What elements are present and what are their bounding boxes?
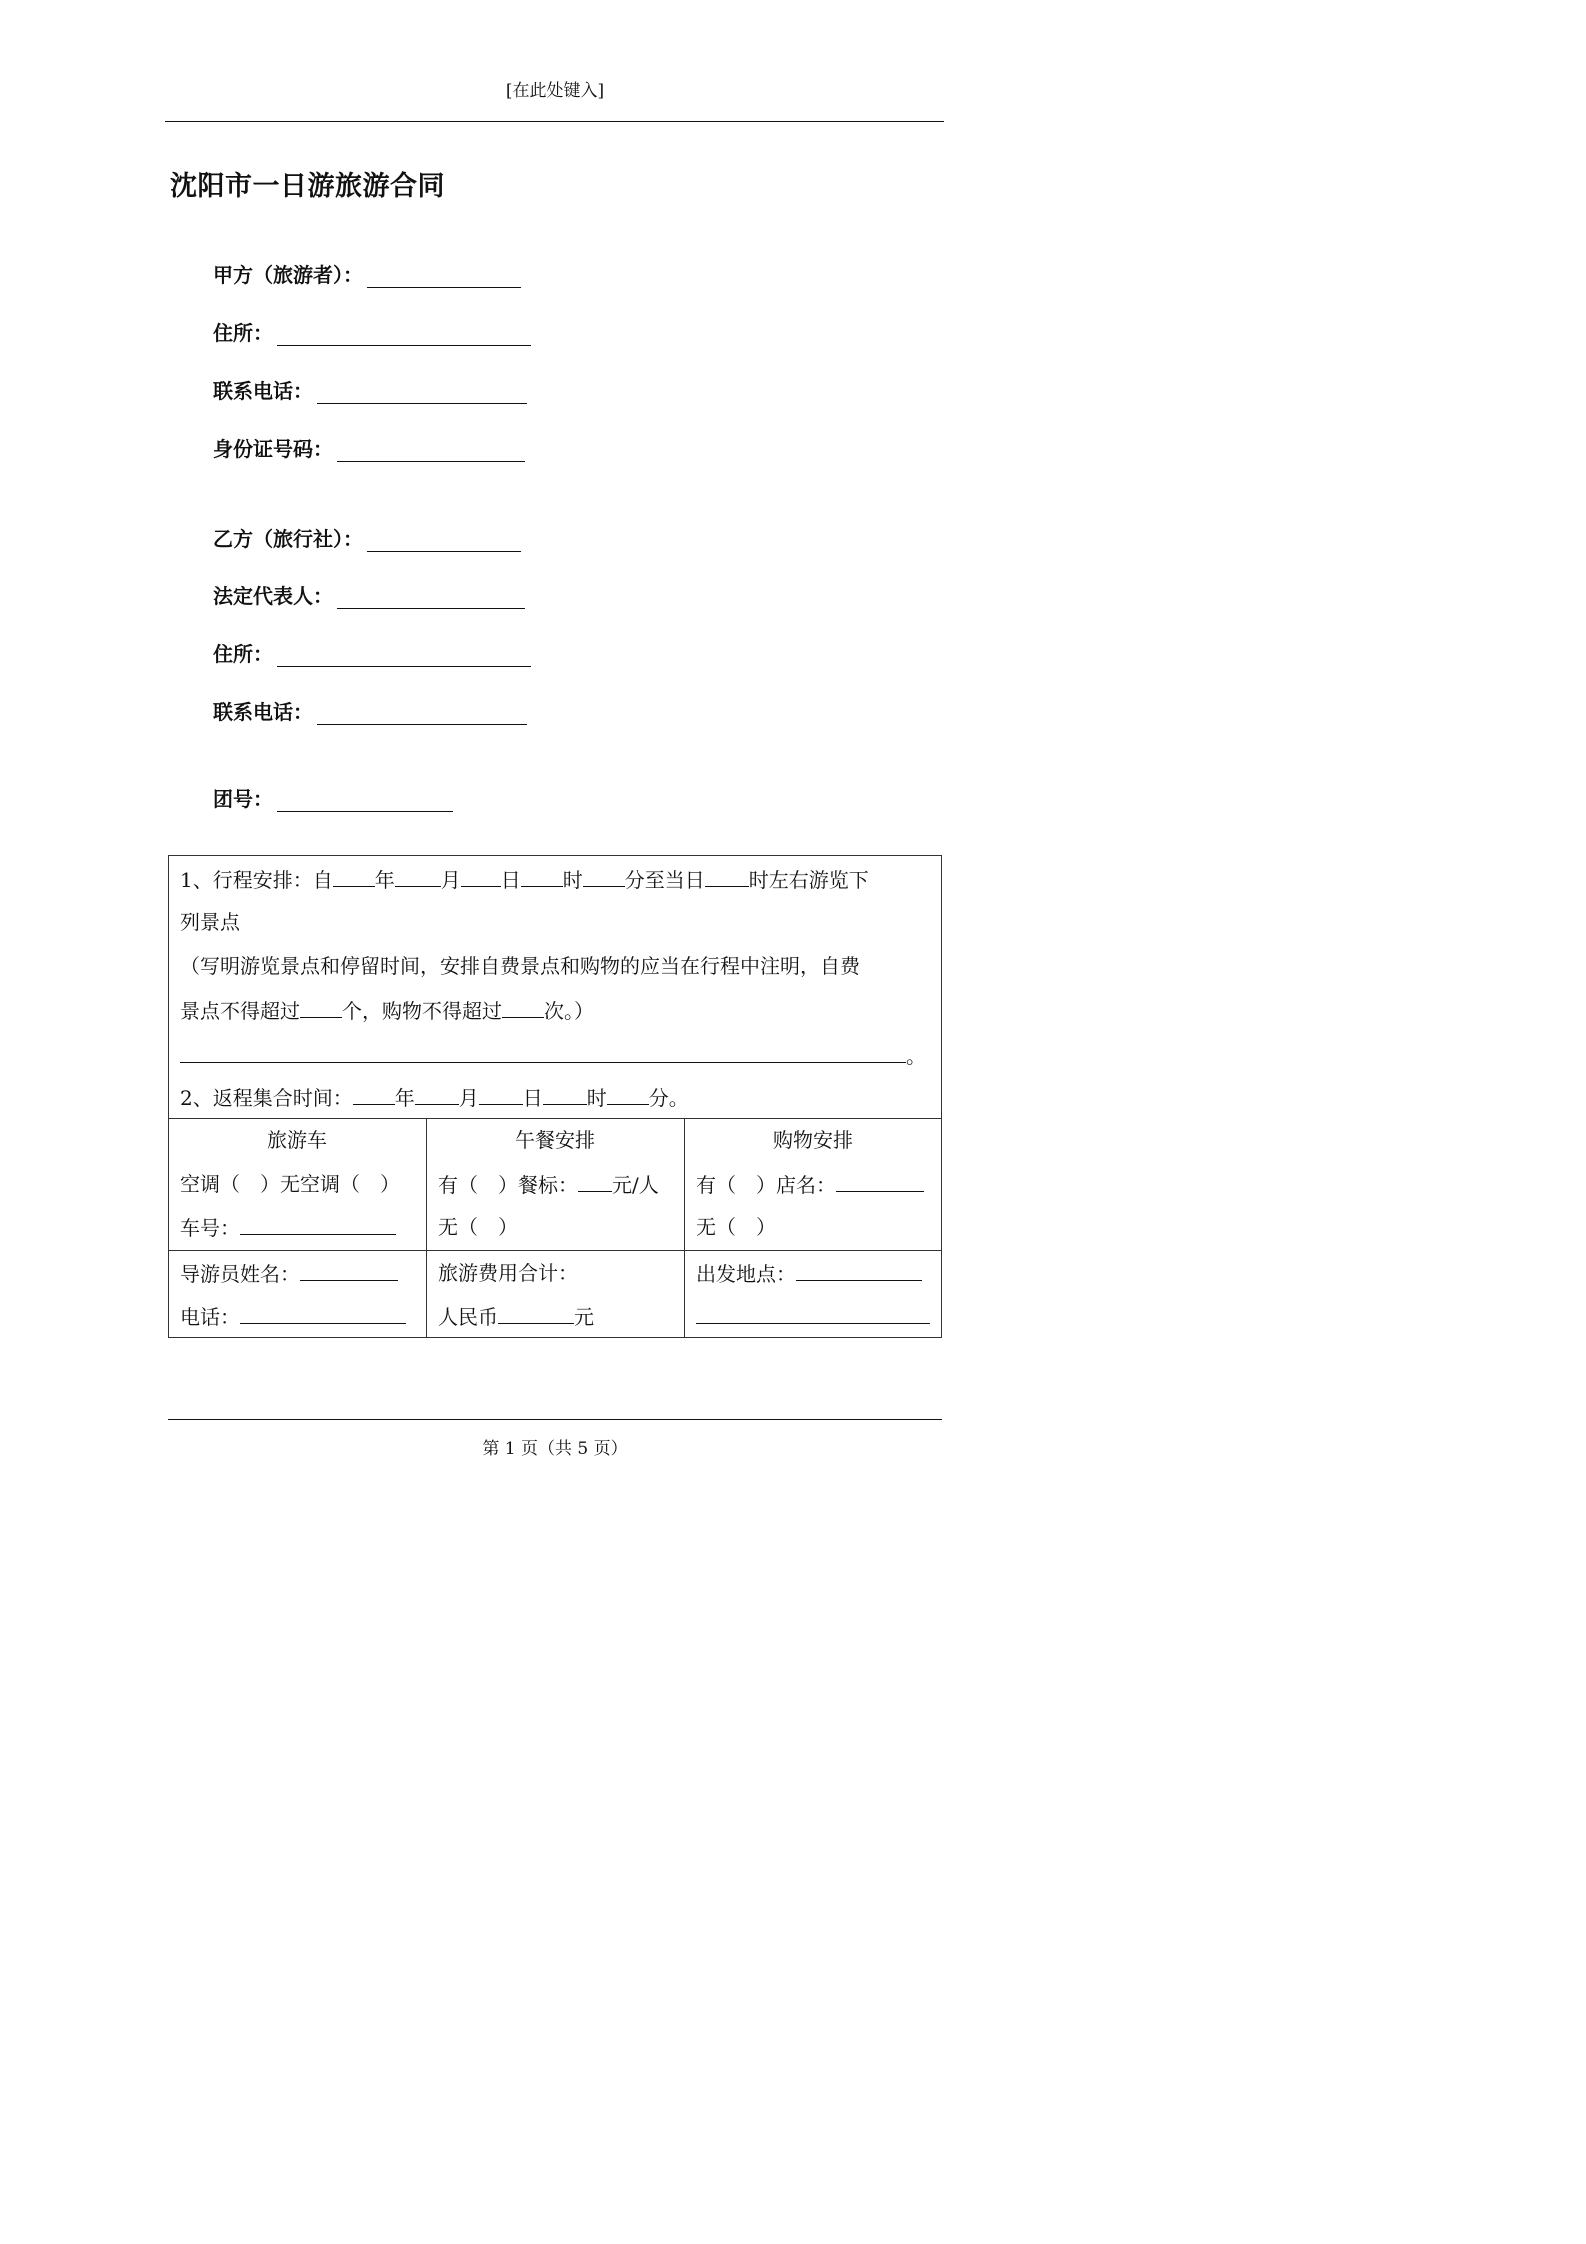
party-b-phone-field <box>213 685 527 725</box>
party-b-address-label: 住所： <box>213 642 273 666</box>
limits-text-a: 景点不得超过 <box>180 999 300 1023</box>
bus-plate-field <box>180 1212 396 1242</box>
month-unit: 月 <box>440 868 461 892</box>
page-header: [在此处键入] <box>505 81 605 101</box>
departure-blank-2[interactable] <box>696 1301 930 1324</box>
itinerary-detail-line <box>180 1040 926 1070</box>
lunch-yes-label[interactable]: 有（ ）餐标： <box>438 1173 578 1197</box>
group-number-label: 团号： <box>213 787 273 811</box>
itinerary-line-2: 列景点 <box>180 910 240 934</box>
itinerary-prefix: 1、行程安排：自 <box>180 868 333 892</box>
departure-blank[interactable] <box>796 1258 922 1281</box>
start-month-blank[interactable] <box>395 864 441 887</box>
lunch-yes-field <box>438 1169 659 1199</box>
shopping-no-option[interactable]: 无（ ） <box>696 1215 776 1239</box>
party-a-id-field <box>213 422 525 462</box>
party-a-id-label: 身份证号码： <box>213 437 333 461</box>
party-a-address-blank[interactable] <box>277 319 531 346</box>
party-a-phone-field <box>213 364 527 404</box>
shopping-count-blank[interactable] <box>502 995 544 1018</box>
return-month-unit: 月 <box>458 1086 479 1110</box>
party-b-name-blank[interactable] <box>367 525 521 552</box>
party-b-name-label: 乙方（旅行社）： <box>213 527 363 551</box>
guide-name-label: 导游员姓名： <box>180 1262 300 1286</box>
party-a-name-field <box>213 248 521 288</box>
shopping-header: 购物安排 <box>773 1128 853 1152</box>
return-day-blank[interactable] <box>479 1082 523 1105</box>
day-unit: 日 <box>500 868 521 892</box>
guide-phone-blank[interactable] <box>240 1301 406 1324</box>
lunch-header: 午餐安排 <box>515 1128 595 1152</box>
document-title: 沈阳市一日游旅游合同 <box>170 171 445 202</box>
guide-name-blank[interactable] <box>300 1258 398 1281</box>
meal-standard-unit: 元/人 <box>612 1173 659 1197</box>
start-day-blank[interactable] <box>461 864 501 887</box>
return-time-label: 2、返程集合时间： <box>180 1086 353 1110</box>
return-time-line <box>180 1082 689 1112</box>
footer-divider <box>168 1419 942 1420</box>
table-row-divider <box>168 1118 942 1119</box>
guide-phone-field <box>180 1301 406 1331</box>
return-day-unit: 日 <box>522 1086 543 1110</box>
guide-phone-label: 电话： <box>180 1305 240 1329</box>
bus-header: 旅游车 <box>267 1128 327 1152</box>
start-hour-blank[interactable] <box>521 864 563 887</box>
shop-name-blank[interactable] <box>836 1169 924 1192</box>
party-b-address-blank[interactable] <box>277 640 531 667</box>
total-cost-field <box>438 1301 594 1331</box>
party-a-phone-label: 联系电话： <box>213 379 313 403</box>
party-b-address-field <box>213 627 531 667</box>
group-number-blank[interactable] <box>277 785 453 812</box>
shopping-yes-label[interactable]: 有（ ）店名： <box>696 1173 836 1197</box>
shopping-yes-field <box>696 1169 924 1199</box>
party-b-rep-field <box>213 569 525 609</box>
itinerary-period: 。 <box>906 1044 926 1068</box>
header-divider <box>165 121 944 122</box>
return-year-blank[interactable] <box>353 1082 395 1105</box>
party-a-address-field <box>213 306 531 346</box>
party-a-name-label: 甲方（旅游者）： <box>213 263 363 287</box>
lunch-no-option[interactable]: 无（ ） <box>438 1215 518 1239</box>
bus-ac-options[interactable]: 空调（ ）无空调（ ） <box>180 1172 400 1196</box>
optional-spots-blank[interactable] <box>300 995 342 1018</box>
page-number: 第 1 页（共 5 页） <box>482 1439 628 1459</box>
limits-text-b: 个，购物不得超过 <box>342 999 502 1023</box>
party-b-phone-label: 联系电话： <box>213 700 313 724</box>
return-hour-blank[interactable] <box>543 1082 587 1105</box>
limits-text-c: 次。） <box>544 999 594 1023</box>
return-minute-blank[interactable] <box>607 1082 649 1105</box>
total-cost-label: 旅游费用合计： <box>438 1261 578 1285</box>
itinerary-detail-blank[interactable] <box>180 1040 906 1063</box>
yuan-unit: 元 <box>574 1305 594 1329</box>
rmb-label: 人民币 <box>438 1305 498 1329</box>
itinerary-line-1 <box>180 864 869 894</box>
party-a-id-blank[interactable] <box>337 435 525 462</box>
party-b-name-field <box>213 512 521 552</box>
hour-unit: 时 <box>562 868 583 892</box>
table-row-divider <box>168 1250 942 1251</box>
end-hour-blank[interactable] <box>705 864 749 887</box>
guide-name-field <box>180 1258 398 1288</box>
party-a-phone-blank[interactable] <box>317 377 527 404</box>
itinerary-suffix: 时左右游览下 <box>748 868 869 892</box>
year-unit: 年 <box>374 868 395 892</box>
minute-to-text: 分至当日 <box>624 868 705 892</box>
departure-label: 出发地点： <box>696 1262 796 1286</box>
total-cost-blank[interactable] <box>498 1301 574 1324</box>
return-hour-unit: 时 <box>586 1086 607 1110</box>
departure-field <box>696 1258 922 1288</box>
bus-plate-blank[interactable] <box>240 1212 396 1235</box>
bus-plate-label: 车号： <box>180 1216 240 1240</box>
party-b-rep-label: 法定代表人： <box>213 584 333 608</box>
return-minute-unit: 分。 <box>648 1086 689 1110</box>
party-a-address-label: 住所： <box>213 321 273 345</box>
party-a-name-blank[interactable] <box>367 261 521 288</box>
party-b-phone-blank[interactable] <box>317 698 527 725</box>
meal-standard-blank[interactable] <box>578 1169 612 1192</box>
departure-second-line <box>696 1301 930 1331</box>
return-year-unit: 年 <box>394 1086 415 1110</box>
party-b-rep-blank[interactable] <box>337 582 525 609</box>
start-minute-blank[interactable] <box>583 864 625 887</box>
group-number-field <box>213 772 453 812</box>
start-year-blank[interactable] <box>333 864 375 887</box>
itinerary-limits <box>180 995 594 1025</box>
return-month-blank[interactable] <box>415 1082 459 1105</box>
itinerary-note: （写明游览景点和停留时间，安排自费景点和购物的应当在行程中注明，自费 <box>180 954 860 978</box>
